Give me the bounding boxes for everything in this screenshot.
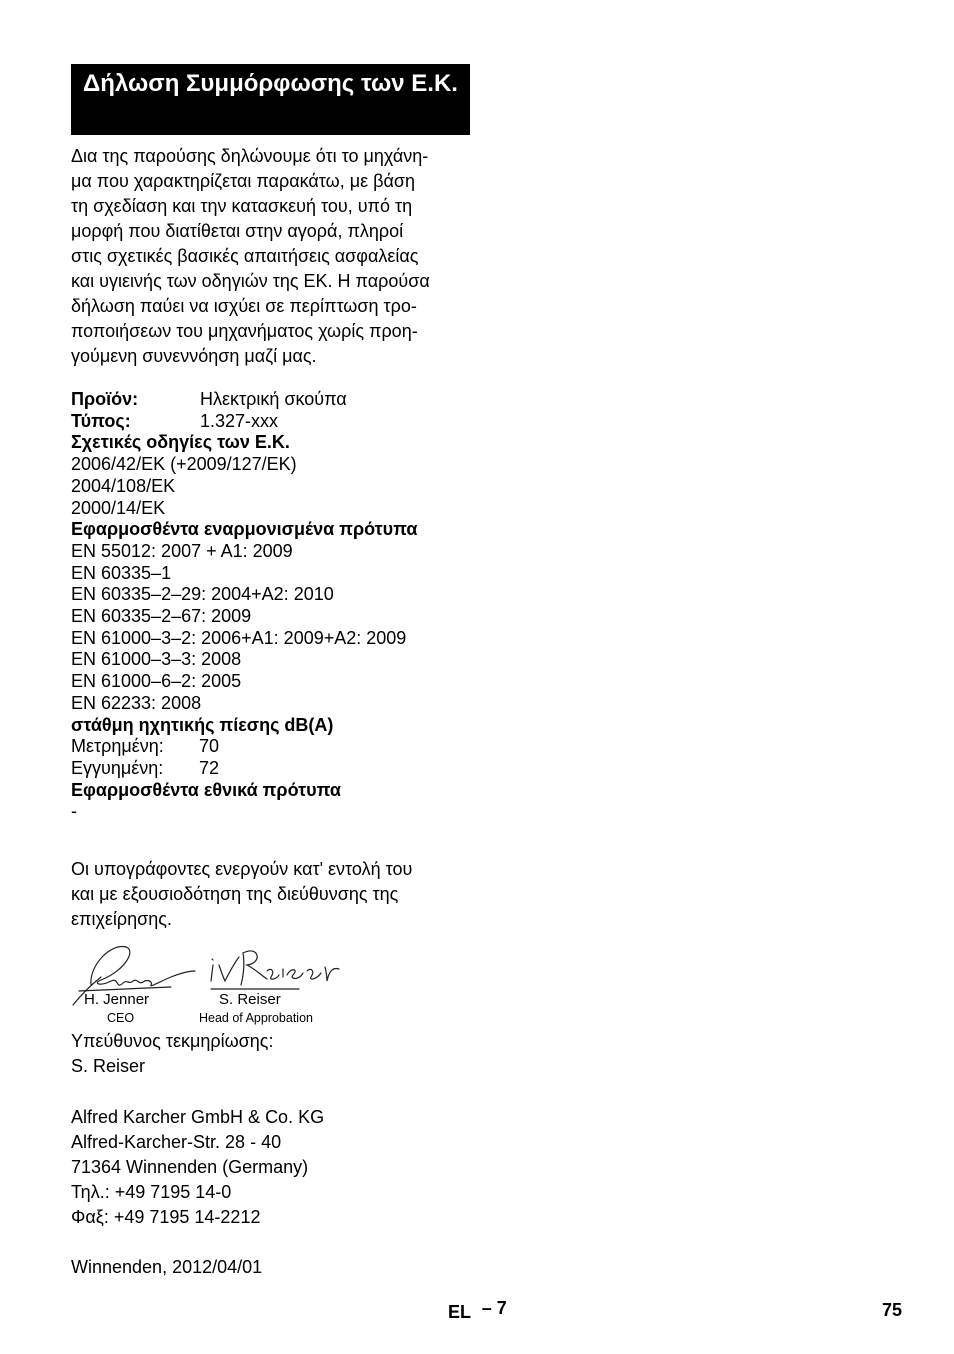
standard-item: EN 55012: 2007 + A1: 2009 bbox=[71, 540, 293, 561]
product-label: Προϊόν: bbox=[71, 389, 139, 409]
responsible-label: Υπεύθυνος τεκμηρίωσης: bbox=[71, 1031, 274, 1051]
footer-language bbox=[448, 1298, 507, 1323]
address-line: 71364 Winnenden (Germany) bbox=[71, 1157, 309, 1177]
standard-item: EN 61000–3–2: 2006+A1: 2009+A2: 2009 bbox=[71, 627, 407, 648]
sound-measured-label: Μετρημένη: bbox=[71, 736, 164, 757]
national-heading: Εφαρμοσθέντα εθνικά πρότυπα bbox=[71, 779, 341, 800]
standard-item: EN 61000–3–3: 2008 bbox=[71, 649, 242, 670]
signature-block bbox=[71, 935, 371, 1030]
intro-line: μα που χαρακτηρίζεται παρακάτω, με βάση bbox=[71, 171, 415, 191]
product-row bbox=[71, 389, 491, 411]
page-title-text: Δήλωση Συμμόρφωσης των Ε.Κ. bbox=[83, 70, 458, 97]
sound-guaranteed-label: Εγγυημένη: bbox=[71, 757, 164, 778]
address-line: Alfred Karcher GmbH & Co. KG bbox=[71, 1107, 325, 1127]
address-line: Alfred-Karcher-Str. 28 - 40 bbox=[71, 1132, 282, 1152]
intro-line: ποποιήσεων του μηχανήματος χωρίς προη- bbox=[71, 321, 418, 341]
intro-line: γούμενη συνεννόηση μαζί μας. bbox=[71, 346, 317, 366]
intro-line: τη σχεδίαση και την κατασκευή του, υπό τη bbox=[71, 196, 413, 216]
standard-item: EN 60335–2–29: 2004+A2: 2010 bbox=[71, 584, 334, 605]
signature2-name: S. Reiser bbox=[219, 991, 281, 1008]
place-date: Winnenden, 2012/04/01 bbox=[71, 1257, 263, 1277]
footer-section: – 7 bbox=[481, 1298, 507, 1318]
directive-item: 2006/42/EK (+2009/127/EK) bbox=[71, 454, 297, 475]
signature1-role: CEO bbox=[107, 1011, 135, 1025]
signatories-line: και με εξουσιοδότηση της διεύθυνσης της bbox=[71, 884, 399, 904]
type-value: 1.327-xxx bbox=[200, 410, 279, 431]
signatories-paragraph bbox=[71, 857, 471, 932]
intro-line: και υγιεινής των οδηγιών της ΕΚ. Η παρούσα bbox=[71, 271, 430, 291]
directive-item: 2004/108/EK bbox=[71, 475, 176, 496]
address-line: Φαξ: +49 7195 14-2212 bbox=[71, 1207, 261, 1227]
intro-line: μορφή που διατίθεται στην αγορά, πληροί bbox=[71, 221, 404, 241]
sound-measured-value: 70 bbox=[199, 736, 220, 757]
page-number: 75 bbox=[882, 1300, 903, 1320]
responsible-name: S. Reiser bbox=[71, 1056, 146, 1076]
signatories-line: Οι υπογράφοντες ενεργούν κατ' εντολή του bbox=[71, 859, 413, 879]
intro-line: δήλωση παύει να ισχύει σε περίπτωση τρο- bbox=[71, 296, 417, 316]
specifications bbox=[71, 389, 491, 823]
address-line: Τηλ.: +49 7195 14-0 bbox=[71, 1182, 232, 1202]
sound-guaranteed-row bbox=[71, 758, 491, 780]
page-title bbox=[71, 64, 470, 135]
standard-item: EN 62233: 2008 bbox=[71, 692, 202, 713]
intro-line: στις σχετικές βασικές απαιτήσεις ασφαλείας bbox=[71, 246, 419, 266]
directive-item: 2000/14/EK bbox=[71, 497, 166, 518]
intro-paragraph bbox=[71, 144, 471, 369]
signatories-line: επιχείρησης. bbox=[71, 909, 172, 929]
standard-item: EN 60335–1 bbox=[71, 562, 172, 583]
standards-heading: Εφαρμοσθέντα εναρμονισμένα πρότυπα bbox=[71, 519, 418, 540]
sound-heading: στάθμη ηχητικής πίεσης dB(A) bbox=[71, 714, 334, 735]
product-value: Ηλεκτρική σκούπα bbox=[200, 389, 347, 409]
signature2-role: Head of Approbation bbox=[199, 1011, 313, 1025]
responsible-block bbox=[71, 1029, 471, 1079]
standard-item: EN 60335–2–67: 2009 bbox=[71, 606, 252, 627]
sound-measured-row bbox=[71, 736, 491, 758]
sound-guaranteed-value: 72 bbox=[199, 757, 220, 778]
national-value: - bbox=[71, 801, 77, 822]
standard-item: EN 61000–6–2: 2005 bbox=[71, 671, 242, 692]
footer-lang-code: EL bbox=[448, 1302, 471, 1322]
directives-heading: Σχετικές οδηγίες των Ε.Κ. bbox=[71, 432, 290, 453]
type-row bbox=[71, 411, 491, 433]
intro-line: Δια της παρούσης δηλώνουμε ότι το μηχάνη- bbox=[71, 146, 429, 166]
type-label: Τύπος: bbox=[71, 410, 131, 431]
signature1-name: H. Jenner bbox=[84, 991, 150, 1008]
company-address bbox=[71, 1105, 471, 1230]
